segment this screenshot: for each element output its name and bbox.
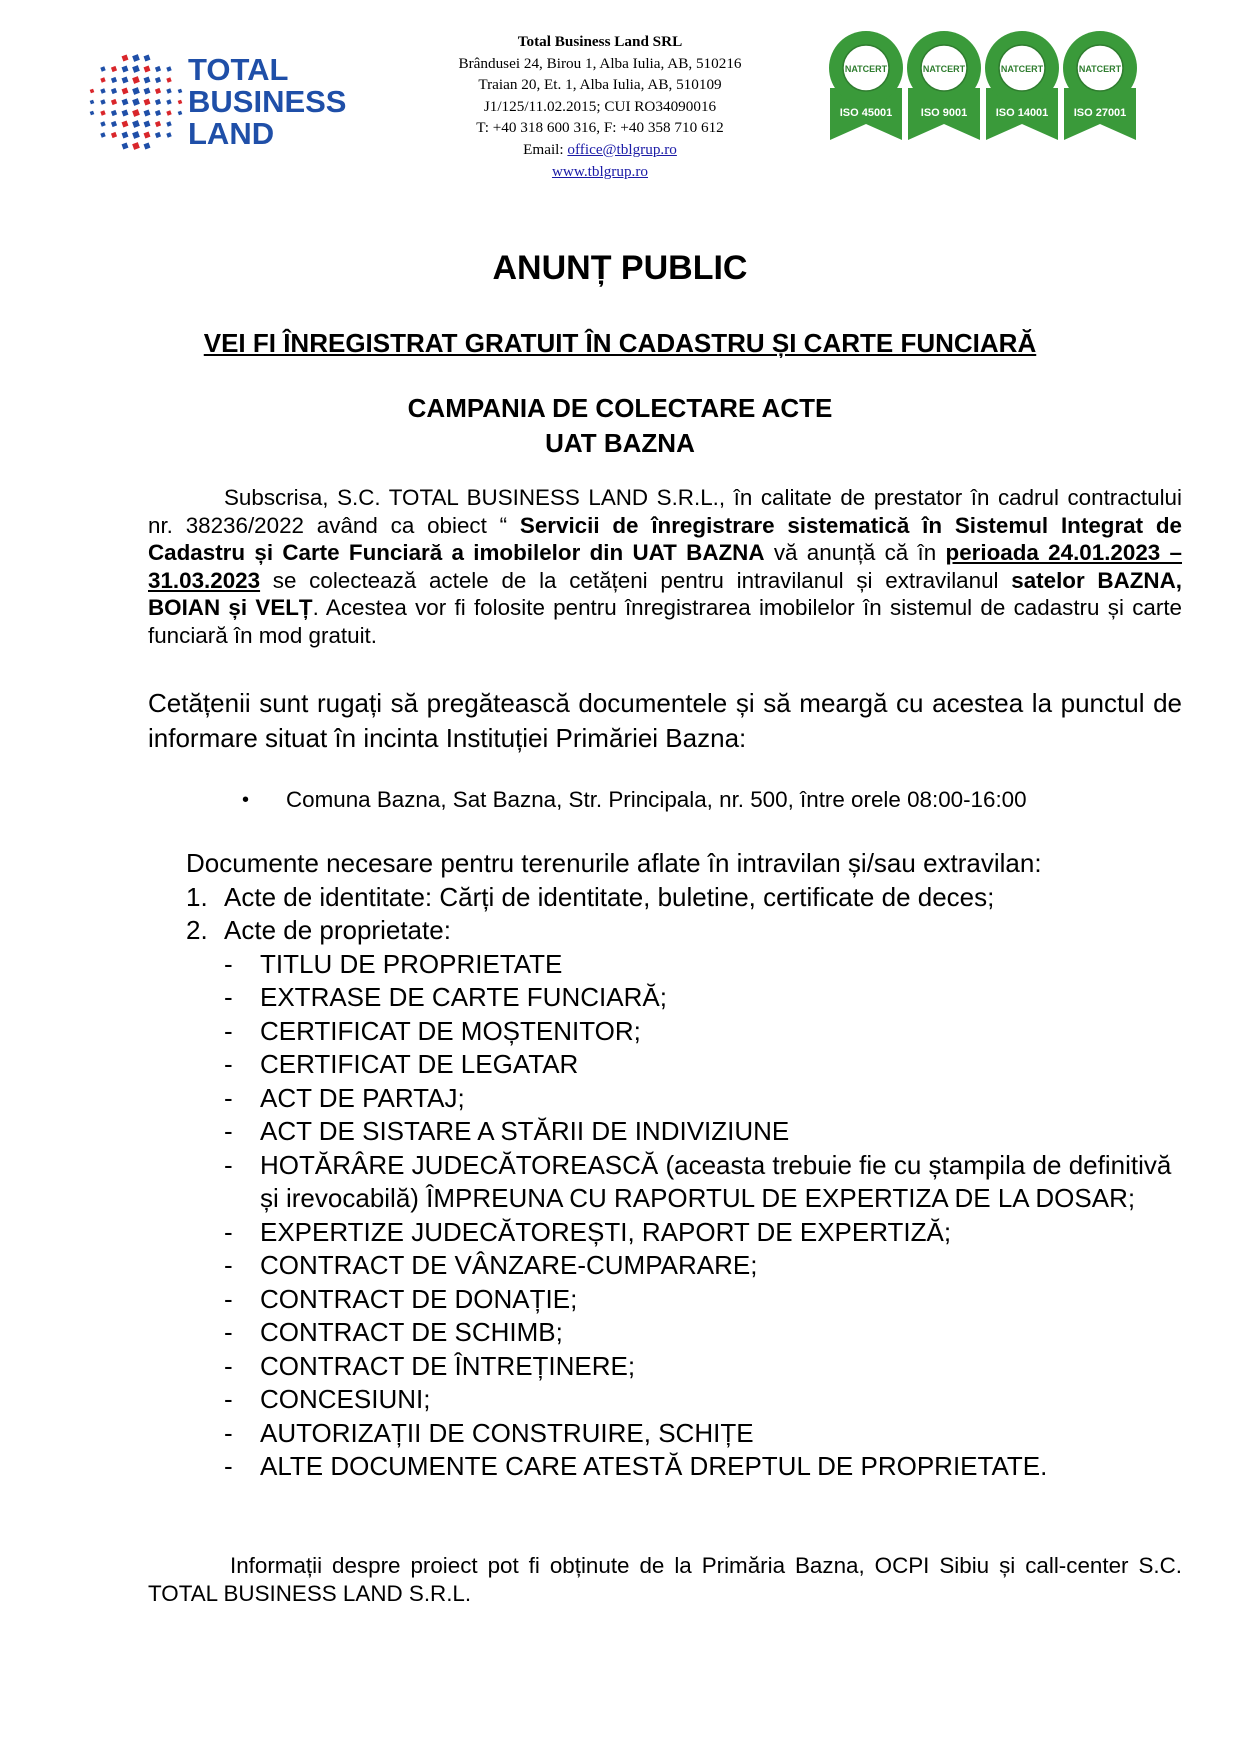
property-doc-item: - CERTIFICAT DE LEGATAR [186, 1048, 1186, 1082]
email-link[interactable]: office@tblgrup.ro [567, 140, 677, 158]
cert-org-label: NATCERT [1000, 64, 1044, 74]
campaign-title-line-1: CAMPANIA DE COLECTARE ACTE [407, 393, 833, 423]
company-name: Total Business Land SRL [517, 33, 683, 50]
documents-section [186, 847, 1186, 1484]
identity-docs-text: Acte de identitate: Cărți de identitate, buletine, certificate de deces; [224, 881, 995, 912]
cert-badge [985, 31, 1059, 140]
service-object: Servicii de înregistrare sistematică în Sistemul Integrat de Cadastru și Carte Funciară a imobilelor din UAT BAZNA [148, 512, 1183, 566]
intro-text-4: . Acestea vor fi folosite pentru înregistrarea imobilelor în sistemul de cadastru și carte funciară în mod gratuit. [148, 595, 1182, 648]
email-label: Email: [523, 140, 568, 158]
company-contact-block [400, 31, 800, 182]
project-info-paragraph: Informații despre proiect pot fi obținute de la Primăria Bazna, OCPI Sibiu și call-center S.C. TOTAL BUSINESS LAND S.R.L. [148, 1553, 1182, 1606]
document-item-identity [186, 881, 1186, 915]
property-doc-item: - CONTRACT DE SCHIMB; [186, 1316, 1186, 1350]
property-doc-item: - EXTRASE DE CARTE FUNCIARĂ; [186, 981, 1186, 1015]
property-doc-item: - CONTRACT DE ÎNTREȚINERE; [186, 1350, 1186, 1384]
item-number: 2. [186, 915, 208, 945]
villages: satelor BAZNA, BOIAN și VELȚ [148, 567, 1182, 621]
property-doc-item: - CERTIFICAT DE MOȘTENITOR; [186, 1015, 1186, 1049]
citizens-paragraph: Cetățenii sunt rugați să pregătească documentele și să meargă cu acestea la punctul de informare situat în incinta Instituției Primăriei Bazna: [148, 688, 1182, 753]
phone-info: T: +40 318 600 316, F: +40 358 710 612 [476, 119, 724, 137]
page-title: ANUNȚ PUBLIC [492, 249, 748, 287]
location-list [248, 785, 1198, 815]
website-link[interactable]: www.tblgrup.ro [551, 162, 649, 180]
logo-text-land: LAND [188, 116, 275, 151]
intro-paragraph [148, 484, 1182, 650]
cert-org-label: NATCERT [1078, 64, 1122, 74]
cert-badge [829, 31, 903, 140]
property-doc-item: - ACT DE SISTARE A STĂRII DE INDIVIZIUNE [186, 1115, 1186, 1149]
cert-standard-label: ISO 45001 [839, 107, 893, 119]
intro-text-2: vă anunță că în [764, 540, 946, 566]
property-doc-item: - EXPERTIZE JUDECĂTOREȘTI, RAPORT DE EXPERTIZĂ; [186, 1216, 1186, 1250]
cert-badge [1063, 31, 1137, 140]
property-doc-item: - ACT DE PARTAJ; [186, 1082, 1186, 1116]
announcement-subtitle: VEI FI ÎNREGISTRAT GRATUIT ÎN CADASTRU ȘI CARTE FUNCIARĂ [203, 328, 1037, 358]
intro-text-3: se colectează actele de la cetățeni pentru intravilanul și extravilanul [260, 567, 1012, 593]
intro-text-1: Subscrisa, S.C. TOTAL BUSINESS LAND S.R.L., în calitate de prestator în cadrul contractului nr. 38236/2022 având ca obiect “ [148, 485, 1182, 538]
cert-org-label: NATCERT [844, 64, 888, 74]
website-line [400, 161, 800, 183]
globe-logo-icon [88, 44, 388, 164]
cert-org-label: NATCERT [922, 64, 966, 74]
property-doc-item: - CONCESIUNI; [186, 1383, 1186, 1417]
documents-intro: Documente necesare pentru terenurile aflate în intravilan și/sau extravilan: [186, 848, 1042, 878]
logo-text-total: TOTAL [188, 52, 289, 87]
location-item: • Comuna Bazna, Sat Bazna, Str. Principala, nr. 500, între orele 08:00-16:00 [248, 785, 1198, 815]
property-docs-text: Acte de proprietate: [224, 915, 451, 945]
cert-standard-label: ISO 27001 [1073, 107, 1127, 119]
address-line-2: Traian 20, Et. 1, Alba Iulia, AB, 510109 [478, 76, 722, 94]
cert-badges-svg [828, 28, 1158, 146]
property-doc-item: - HOTĂRÂRE JUDECĂTOREASCĂ (aceasta trebuie fie cu ștampila de definitivă și irevocabilă) ÎMPREUNA CU RAPORTUL DE EXPERTIZA DE LA DOSAR; [186, 1149, 1186, 1216]
property-doc-item: - CONTRACT DE VÂNZARE-CUMPARARE; [186, 1249, 1186, 1283]
property-docs-list [186, 948, 1186, 1484]
address-line-1: Brândusei 24, Birou 1, Alba Iulia, AB, 510216 [458, 54, 742, 72]
cert-badge [907, 31, 981, 140]
cert-standard-label: ISO 14001 [995, 107, 1049, 119]
registration-info: J1/125/11.02.2015; CUI RO34090016 [483, 97, 717, 115]
property-doc-item: - TITLU DE PROPRIETATE [186, 948, 1186, 982]
campaign-title [0, 391, 1240, 461]
logo-text-business: BUSINESS [188, 84, 347, 119]
property-doc-item: - CONTRACT DE DONAȚIE; [186, 1283, 1186, 1317]
campaign-title-line-2: UAT BAZNA [545, 428, 695, 458]
cert-standard-label: ISO 9001 [920, 107, 968, 119]
property-doc-item: - ALTE DOCUMENTE CARE ATESTĂ DREPTUL DE PROPRIETATE. [186, 1450, 1186, 1484]
collection-period: perioada 24.01.2023 – 31.03.2023 [148, 540, 1182, 593]
item-number: 1. [186, 881, 208, 912]
property-doc-item: - AUTORIZAȚII DE CONSTRUIRE, SCHIȚE [186, 1417, 1186, 1451]
certification-badges [828, 28, 1158, 146]
document-item-property [186, 914, 1186, 948]
email-line [400, 139, 800, 161]
company-logo [88, 44, 388, 164]
